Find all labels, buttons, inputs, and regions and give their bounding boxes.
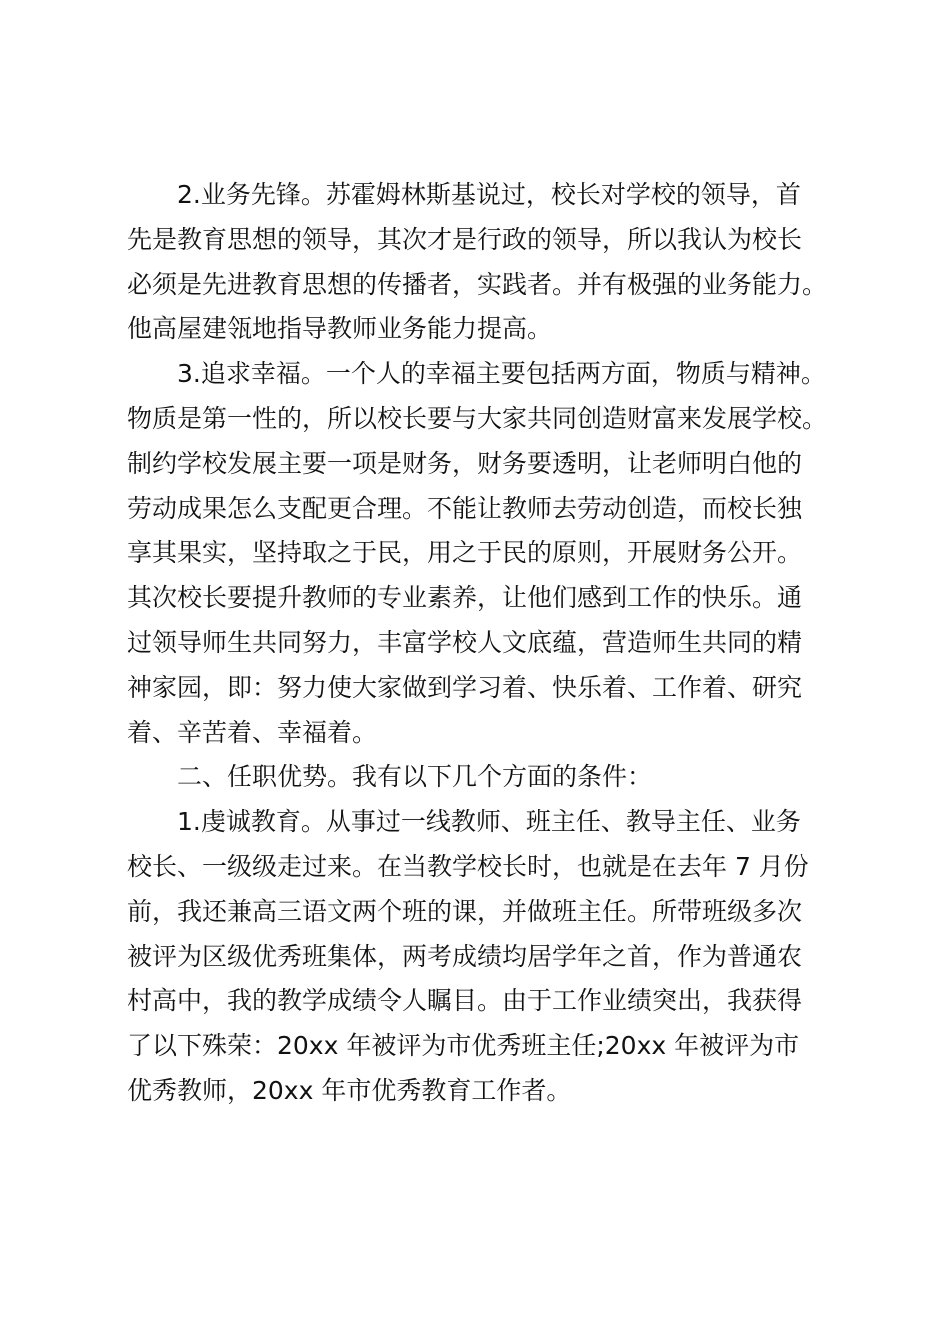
text-line: 1.虔诚教育。从事过一线教师、班主任、教导主任、业务 bbox=[177, 807, 801, 837]
text-line: 前，我还兼高三语文两个班的课，并做班主任。所带班级多次 bbox=[127, 896, 803, 926]
text-line: 过领导师生共同努力，丰富学校人文底蕴，营造师生共同的精 bbox=[127, 627, 803, 657]
text-line: 3.追求幸福。一个人的幸福主要包括两方面，物质与精神。 bbox=[177, 359, 826, 389]
text-line: 了以下殊荣：20xx 年被评为市优秀班主任;20xx 年被评为市 bbox=[127, 1031, 800, 1061]
paragraph-devoted-education bbox=[127, 800, 827, 1114]
text-line: 必须是先进教育思想的传播者，实践者。并有极强的业务能力。 bbox=[127, 269, 828, 299]
text-line: 2.业务先锋。苏霍姆林斯基说过，校长对学校的领导，首 bbox=[177, 180, 801, 209]
text-line: 被评为区级优秀班集体，两考成绩均居学年之首，作为普通农 bbox=[127, 941, 803, 971]
paragraph-business-pioneer bbox=[127, 173, 827, 352]
text-line: 村高中，我的教学成绩令人瞩目。由于工作业绩突出，我获得 bbox=[127, 986, 803, 1016]
text-line: 制约学校发展主要一项是财务，财务要透明，让老师明白他的 bbox=[127, 448, 803, 478]
text-line: 他高屋建瓴地指导教师业务能力提高。 bbox=[127, 314, 553, 344]
document-body bbox=[127, 173, 827, 1114]
text-line: 神家园，即：努力使大家做到学习着、快乐着、工作着、研究 bbox=[127, 672, 803, 702]
text-line: 劳动成果怎么支配更合理。不能让教师去劳动创造，而校长独 bbox=[127, 493, 803, 523]
text-line: 优秀教师，20xx 年市优秀教育工作者。 bbox=[127, 1075, 572, 1105]
text-line: 物质是第一性的，所以校长要与大家共同创造财富来发展学校。 bbox=[127, 403, 828, 433]
section-heading-advantages bbox=[127, 755, 827, 800]
text-line: 享其果实，坚持取之于民，用之于民的原则，开展财务公开。 bbox=[127, 538, 803, 568]
paragraph-pursue-happiness bbox=[127, 352, 827, 755]
text-line: 着、辛苦着、幸福着。 bbox=[127, 717, 378, 747]
text-line: 校长、一级级走过来。在当教学校长时，也就是在去年 7 月份 bbox=[127, 851, 809, 881]
text-line: 二、任职优势。我有以下几个方面的条件： bbox=[177, 762, 653, 792]
text-line: 其次校长要提升教师的专业素养，让他们感到工作的快乐。通 bbox=[127, 583, 803, 613]
text-line: 先是教育思想的领导，其次才是行政的领导，所以我认为校长 bbox=[127, 224, 803, 254]
